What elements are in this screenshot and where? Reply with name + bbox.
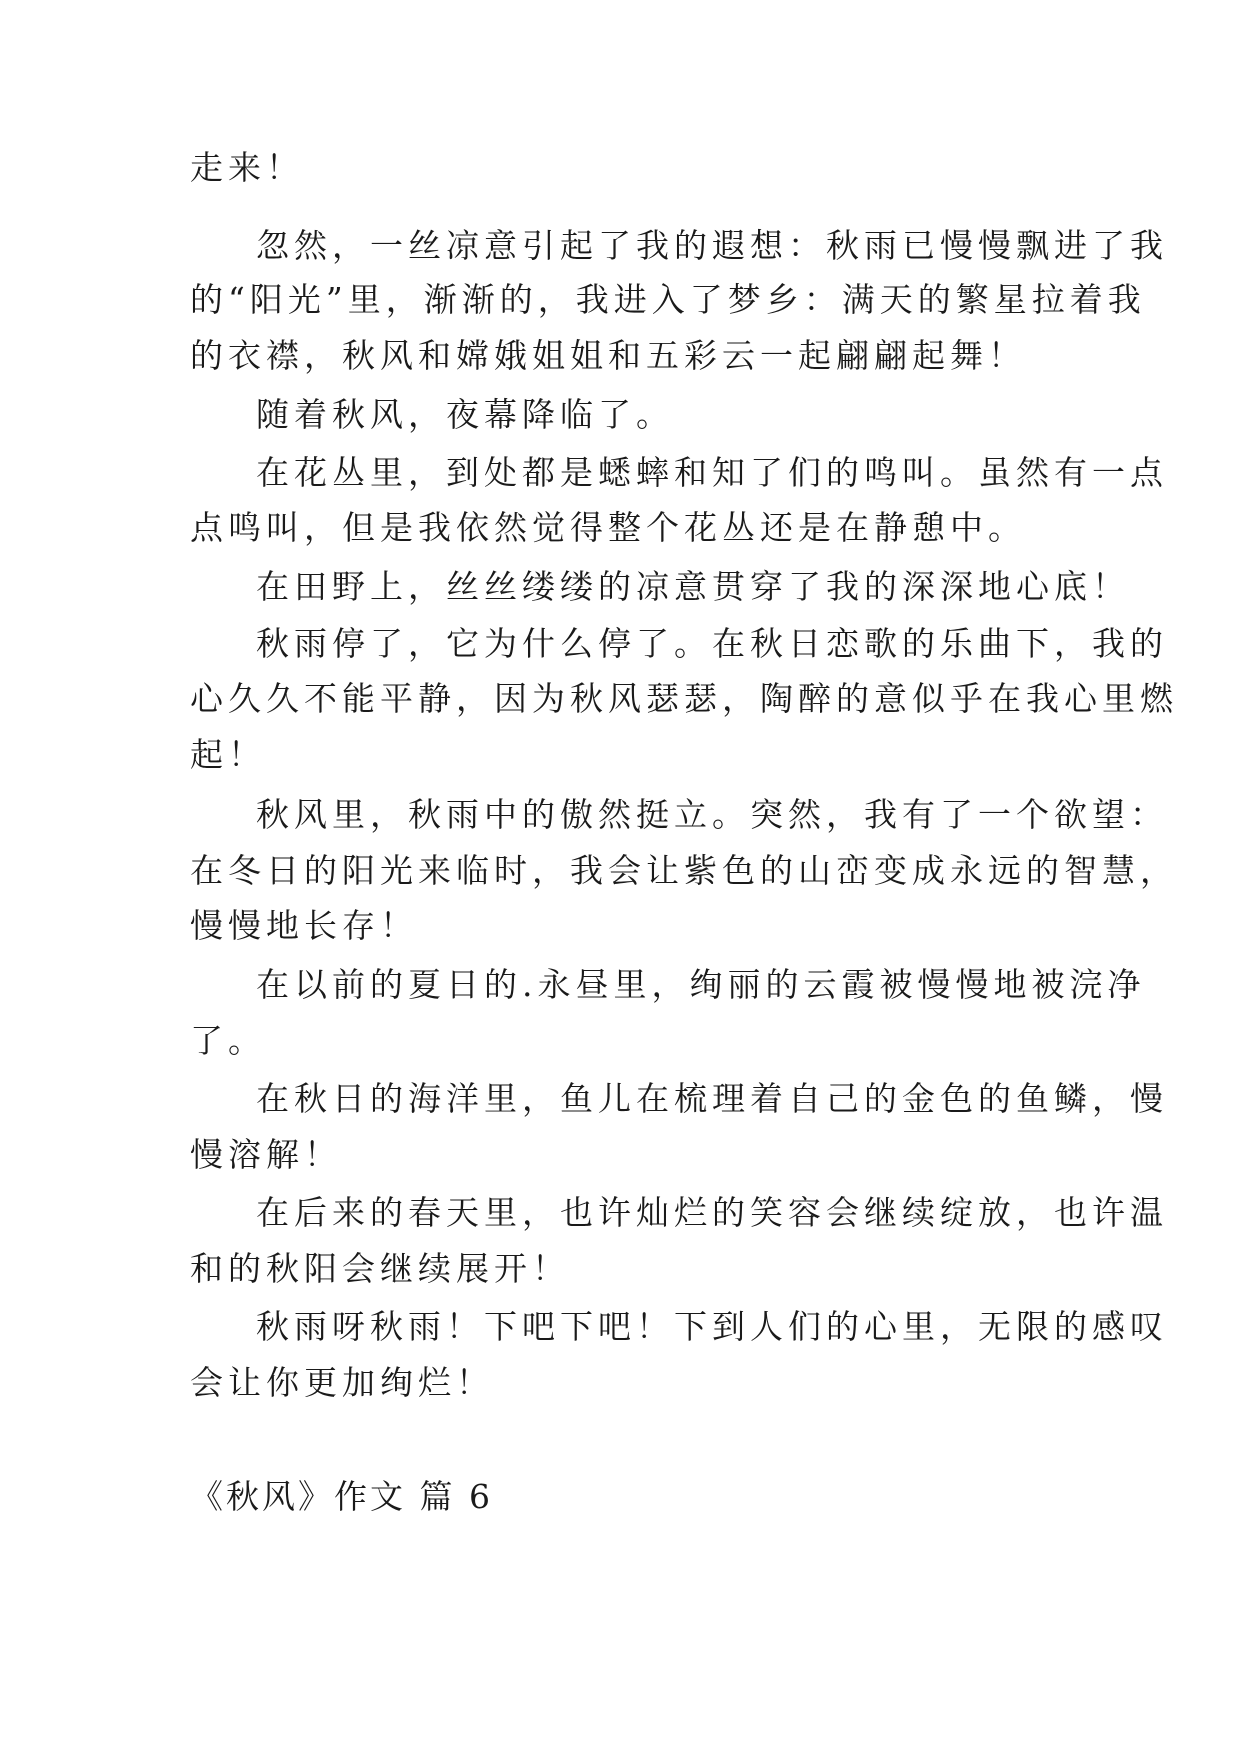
text-line: 在冬日的阳光来临时，我会让紫色的山峦变成永远的智慧，	[190, 851, 1178, 890]
paragraph-first-line: 在田野上，丝丝缕缕的凉意贯穿了我的深深地心底！	[256, 567, 1130, 606]
text-line: 的“阳光”里，渐渐的，我进入了梦乡：满天的繁星拉着我	[190, 280, 1146, 319]
paragraph-first-line: 秋雨停了，它为什么停了。在秋日恋歌的乐曲下，我的	[256, 624, 1168, 663]
paragraph-first-line: 随着秋风，夜幕降临了。	[256, 395, 674, 434]
paragraph-first-line: 在以前的夏日的.永昼里，绚丽的云霞被慢慢地被浣净	[256, 965, 1146, 1004]
text-line: 和的秋阳会继续展开！	[190, 1249, 570, 1288]
paragraph-first-line: 在花丛里，到处都是蟋蟀和知了们的鸣叫。虽然有一点	[256, 453, 1168, 492]
text-line: 慢溶解！	[190, 1135, 342, 1174]
text-line: 了。	[190, 1021, 266, 1060]
text-line: 起！	[190, 735, 266, 774]
text-line: 会让你更加绚烂！	[190, 1363, 494, 1402]
paragraph-first-line: 忽然，一丝凉意引起了我的遐想：秋雨已慢慢飘进了我	[256, 226, 1168, 265]
paragraph-first-line: 在秋日的海洋里，鱼儿在梳理着自己的金色的鱼鳞，慢	[256, 1079, 1168, 1118]
text-line: 心久久不能平静，因为秋风瑟瑟，陶醉的意似乎在我心里燃	[190, 679, 1178, 718]
text-line: 走来！	[190, 148, 304, 187]
paragraph-first-line: 秋风里，秋雨中的傲然挺立。突然，我有了一个欲望：	[256, 795, 1168, 834]
paragraph-first-line: 秋雨呀秋雨！下吧下吧！下到人们的心里，无限的感叹	[256, 1307, 1168, 1346]
text-line: 点鸣叫，但是我依然觉得整个花丛还是在静憩中。	[190, 508, 1026, 547]
section-heading: 《秋风》作文 篇 6	[190, 1477, 493, 1516]
text-line: 的衣襟，秋风和嫦娥姐姐和五彩云一起翩翩起舞！	[190, 336, 1026, 375]
text-line: 慢慢地长存！	[190, 906, 418, 945]
paragraph-first-line: 在后来的春天里，也许灿烂的笑容会继续绽放，也许温	[256, 1193, 1168, 1232]
